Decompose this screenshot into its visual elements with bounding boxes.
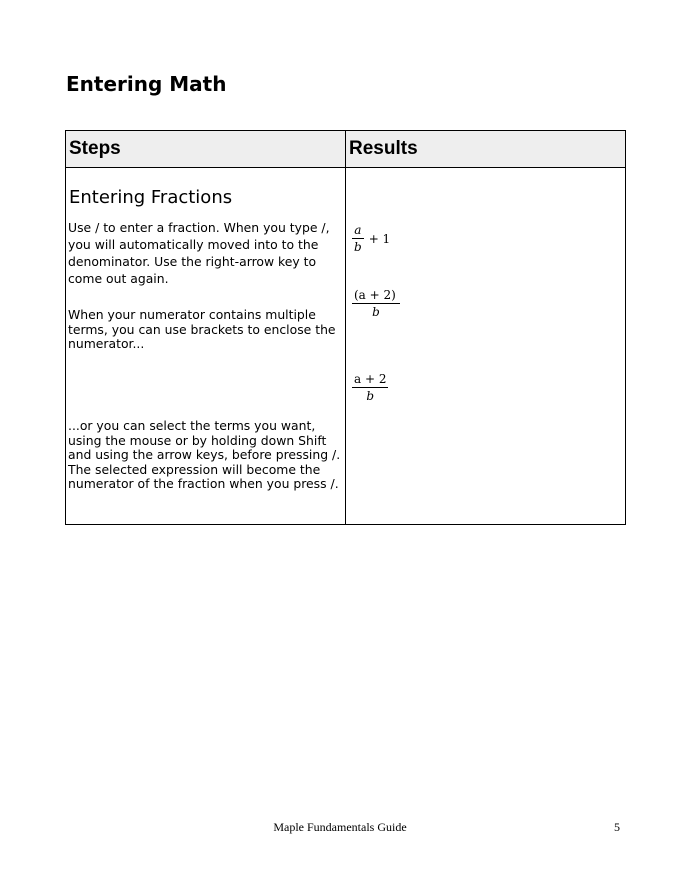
page-number: 5 [614, 820, 620, 834]
column-divider [345, 131, 346, 524]
results-header: Results [349, 138, 418, 159]
result-expression-1 [352, 223, 390, 254]
fraction [352, 372, 388, 403]
footer-title: Maple Fundamentals Guide [273, 820, 407, 834]
fraction-denominator: b [366, 389, 375, 403]
result-expression-3 [352, 372, 388, 403]
fraction [352, 288, 400, 319]
step-paragraph-brackets: When your numerator contains multiple terms, you can use brackets to enclose the numerator... [68, 307, 336, 351]
step-paragraph-select: ...or you can select the terms you want, using the mouse or by holding down Shift and using the arrow keys, before pressing /. The selected expression will become the numerator of the fraction when you press /. [68, 418, 341, 491]
fraction-numerator: (a + 2) [352, 288, 400, 304]
section-title: Entering Fractions [69, 187, 233, 208]
steps-results-table [65, 130, 626, 525]
expression-addend: + 1 [368, 231, 391, 246]
fraction-numerator: a [352, 223, 364, 239]
result-expression-2 [352, 288, 400, 319]
fraction-denominator: b [372, 305, 380, 319]
steps-header: Steps [69, 138, 121, 159]
page-title: Entering Math [66, 72, 227, 96]
step-paragraph-fraction: Use / to enter a fraction. When you type /, you will automatically moved into to the denominator. Use the right-arrow key to come out again. [68, 220, 330, 286]
fraction-denominator: b [354, 240, 362, 254]
fraction-numerator: a + 2 [354, 372, 387, 386]
fraction [352, 223, 364, 254]
